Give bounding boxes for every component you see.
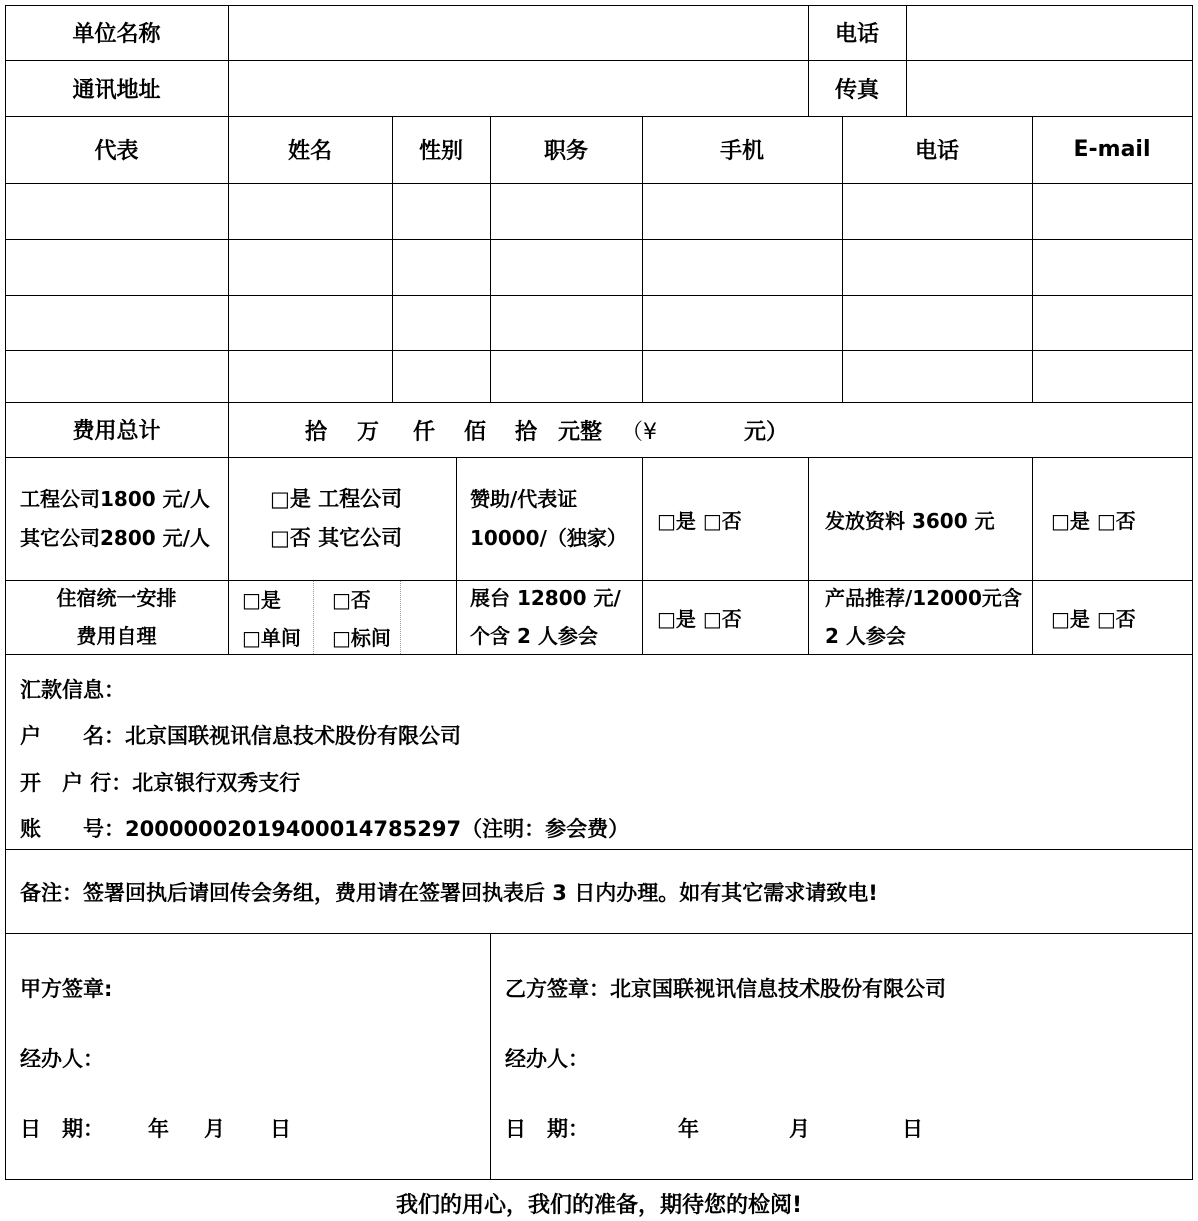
party-a-year: 年 <box>148 1117 169 1141</box>
address-label: 通讯地址 <box>72 77 161 103</box>
lodging-line2: 费用自理 <box>76 624 157 648</box>
option-other-checkbox[interactable]: □否 其它公司 <box>270 526 403 550</box>
company-fee-other: 其它公司2800 元/人 <box>20 526 210 550</box>
booth-line1: 展台 12800 元/ <box>470 586 621 610</box>
fee-char-shi-wan: 拾 <box>305 420 328 445</box>
col-header-position: 职务 <box>543 139 588 164</box>
product-line2: 2 人参会 <box>825 624 906 648</box>
unit-name-field[interactable] <box>229 6 808 60</box>
company-fee-cell <box>20 458 228 580</box>
col-header-phone: 电话 <box>914 139 959 164</box>
company-type-options <box>270 458 456 580</box>
unit-name-label: 单位名称 <box>72 22 161 47</box>
remittance-title: 汇款信息： <box>20 678 125 702</box>
party-b-date-label: 日 期： <box>505 1117 589 1141</box>
remark-text: 备注：签署回执后请回传会务组，费用请在签署回执表后 3 日内办理。如有其它需求请致电! <box>20 880 878 905</box>
phone-label: 电话 <box>834 22 879 47</box>
sponsor-line1: 赞助/代表证 <box>470 487 578 511</box>
col-header-representative: 代表 <box>94 139 139 164</box>
col-header-gender: 性别 <box>418 139 463 164</box>
party-a-date-label: 日 期： <box>20 1117 104 1141</box>
table-row[interactable] <box>6 296 1192 350</box>
booth-line2: 个含 2 人参会 <box>470 624 598 648</box>
fee-char-shi: 拾 <box>515 420 538 445</box>
lodging-cell <box>5 580 228 654</box>
remittance-bank: 开 户 行：北京银行双秀支行 <box>20 771 301 795</box>
materials-label: 发放资料 3600 元 <box>825 508 995 533</box>
fee-total-amount[interactable] <box>229 403 1192 457</box>
fee-char-yuanzheng: 元整 <box>558 420 603 445</box>
sponsor-cell <box>470 458 642 580</box>
company-fee-engineering: 工程公司1800 元/人 <box>20 487 210 511</box>
address-field[interactable] <box>229 61 808 116</box>
col-header-email: E-mail <box>1073 137 1151 162</box>
booth-cell <box>470 580 642 654</box>
remittance-account-number: 账 号：20000002019400014785297（注明：参会费） <box>20 817 630 841</box>
table-row[interactable] <box>6 184 1192 239</box>
room-standard-checkbox[interactable]: □标间 <box>332 626 391 650</box>
party-b-day: 日 <box>902 1117 923 1141</box>
footer-slogan: 我们的用心，我们的准备，期待您的检阅! <box>395 1192 803 1218</box>
remittance-account-name: 户 名：北京国联视讯信息技术股份有限公司 <box>20 724 461 748</box>
party-a-day: 日 <box>270 1117 291 1141</box>
sponsor-choice-checkbox[interactable]: □是 □否 <box>657 508 742 533</box>
fee-yen-open: （¥ <box>621 420 657 445</box>
fee-char-bai: 佰 <box>464 420 487 445</box>
party-a-handler-label: 经办人： <box>20 1047 104 1071</box>
col-header-name: 姓名 <box>287 139 332 164</box>
product-cell <box>825 580 1032 654</box>
party-a-signature-area[interactable] <box>6 934 490 1179</box>
col-header-mobile: 手机 <box>719 139 764 164</box>
party-b-signature-label: 乙方签章：北京国联视讯信息技术股份有限公司 <box>505 977 946 1001</box>
lodging-line1: 住宿统一安排 <box>56 586 177 610</box>
materials-choice-checkbox[interactable]: □是 □否 <box>1051 508 1136 533</box>
fee-total-label: 费用总计 <box>72 419 161 444</box>
party-b-month: 月 <box>789 1117 810 1141</box>
product-choice-checkbox[interactable]: □是 □否 <box>1051 606 1136 631</box>
product-line1: 产品推荐/12000元含 <box>825 586 1022 610</box>
party-a-signature-label: 甲方签章: <box>20 977 113 1001</box>
party-b-year: 年 <box>678 1117 699 1141</box>
booth-choice-checkbox[interactable]: □是 □否 <box>657 606 742 631</box>
fee-char-qian: 仟 <box>413 420 436 445</box>
table-row[interactable] <box>6 351 1192 402</box>
option-engineering-checkbox[interactable]: □是 工程公司 <box>270 487 403 511</box>
lodging-no-checkbox[interactable]: □否 <box>332 588 371 612</box>
table-row[interactable] <box>6 240 1192 295</box>
phone-field[interactable] <box>907 6 1192 60</box>
fax-field[interactable] <box>907 61 1192 116</box>
fee-char-wan: 万 <box>357 420 380 445</box>
fax-label: 传真 <box>834 77 879 103</box>
sponsor-line2: 10000/（独家） <box>470 526 627 550</box>
fee-yen-close: 元） <box>744 420 789 445</box>
party-a-month: 月 <box>204 1117 225 1141</box>
room-single-checkbox[interactable]: □单间 <box>242 626 301 650</box>
party-b-handler-label: 经办人： <box>505 1047 589 1071</box>
lodging-yes-checkbox[interactable]: □是 <box>242 588 281 612</box>
